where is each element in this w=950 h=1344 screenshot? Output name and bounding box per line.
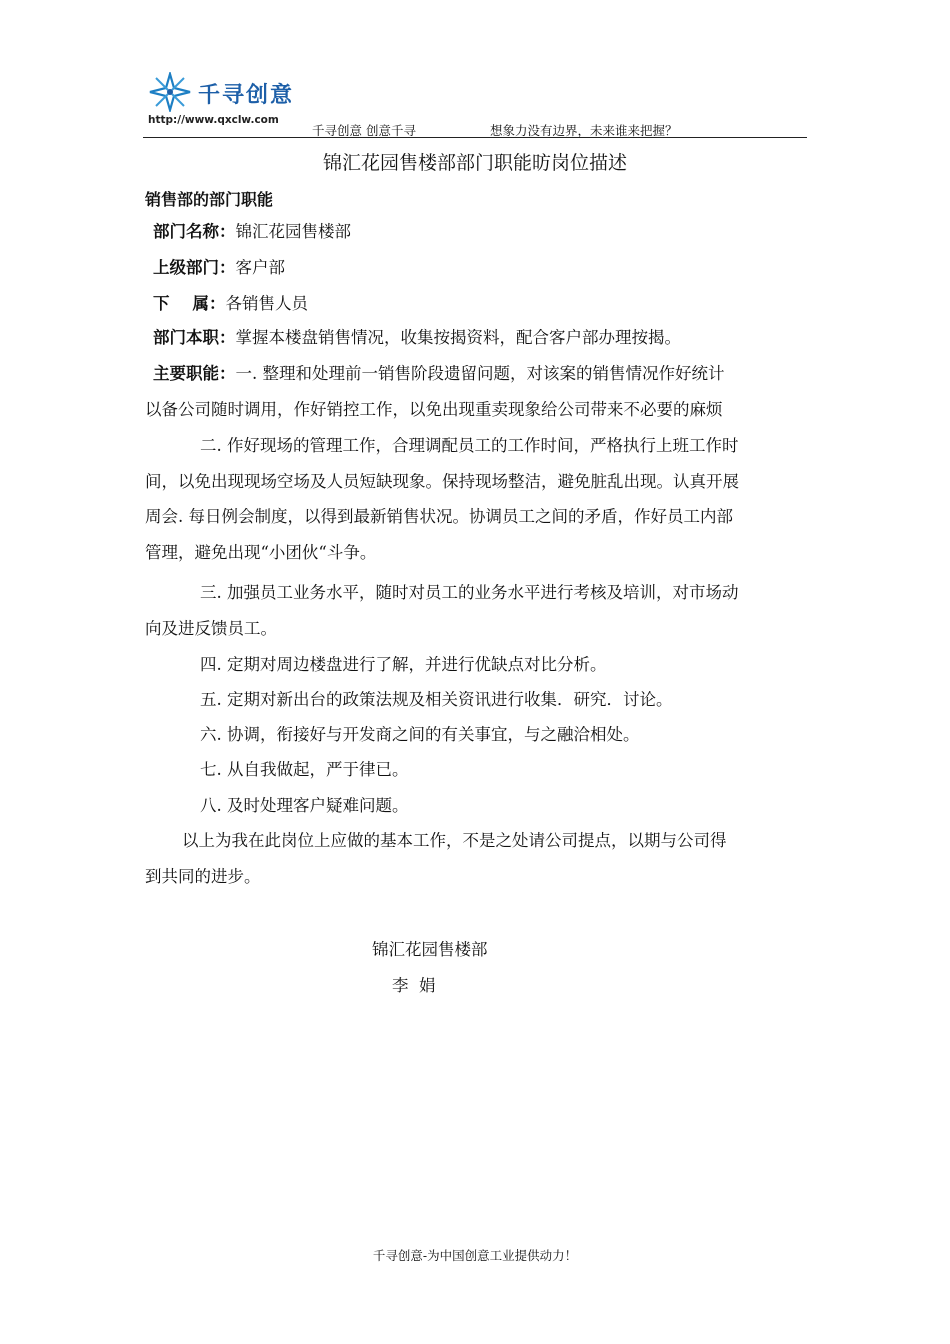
field-subordinates: [145, 286, 815, 322]
brand-logo-icon: [148, 72, 192, 112]
duty-8: 八. 及时处理客户疑难问题。: [200, 796, 409, 815]
field-value: 客户部: [235, 258, 285, 277]
field-dept-duty: [145, 320, 815, 356]
duty-2-line-3: 周会. 每日例会制度，以得到最新销售状况。协调员工之间的矛盾，作好员工内部: [145, 507, 733, 526]
field-dept-name: [145, 214, 815, 250]
duty-1-line-1: [145, 356, 807, 392]
field-value: 掌握本楼盘销售情况，收集按揭资料，配合客户部办理按揭。: [235, 328, 681, 347]
duty-5: 五. 定期对新出台的政策法规及相关资讯进行收集．研究．讨论。: [200, 690, 673, 709]
main-duties-label: 主要职能：: [153, 364, 236, 383]
header-divider: [143, 137, 807, 138]
duty-6: 六. 协调，衔接好与开发商之间的有关事宜，与之融洽相处。: [200, 725, 640, 744]
duty-4: 四. 定期对周边楼盘进行了解，并进行优缺点对比分析。: [200, 655, 607, 674]
field-parent-dept: [145, 250, 815, 286]
field-value: 各销售人员: [225, 294, 308, 313]
duty-3-line-2: 向及进反馈员工。: [145, 619, 277, 638]
duty-1-line-2: 以备公司随时调用，作好销控工作，以免出现重卖现象给公司带来不必要的麻烦: [145, 400, 723, 419]
field-label: 下 属：: [153, 294, 226, 313]
field-label: 部门本职：: [153, 328, 236, 347]
brand-name: 千寻创意: [198, 83, 295, 108]
duty-2-line-2: 间，以免出现现场空场及人员短缺现象。保持现场整洁，避免脏乱出现。认真开展: [145, 472, 739, 491]
duty-3-line-1: 三. 加强员工业务水平，随时对员工的业务水平进行考核及培训，对市场动: [200, 583, 739, 602]
header-slogan-right: 想象力没有边界，未来谁来把握？: [490, 123, 678, 138]
closing-line-2: 到共同的进步。: [145, 867, 261, 886]
duty-1-text: 一. 整理和处理前一销售阶段遗留问题，对该案的销售情况作好统计: [235, 364, 725, 383]
duty-2-line-1: 二. 作好现场的管理工作，合理调配员工的工作时间，严格执行上班工作时: [200, 436, 739, 455]
duty-7: 七. 从自我做起，严于律已。: [200, 760, 409, 779]
signature-name: 李 娟: [392, 976, 436, 995]
page-footer: 千寻创意-为中国创意工业提供动力！: [372, 1248, 578, 1263]
document-title: 锦汇花园售楼部部门职能昉岗位描述: [322, 152, 627, 174]
closing-line-1: 以上为我在此岗位上应做的基本工作，不是之处请公司提点，以期与公司得: [182, 831, 727, 850]
signature-department: 锦汇花园售楼部: [372, 940, 488, 959]
section-heading: 销售部的部门职能: [145, 190, 274, 209]
duty-2-line-4: 管理，避免出现“小团伙“斗争。: [145, 543, 377, 562]
brand-url: http://www.qxclw.com: [148, 114, 279, 126]
field-label: 部门名称：: [153, 222, 236, 241]
header-slogan-left: 千寻创意 创意千寻: [312, 123, 416, 138]
field-value: 锦汇花园售楼部: [235, 222, 351, 241]
field-label: 上级部门：: [153, 258, 236, 277]
